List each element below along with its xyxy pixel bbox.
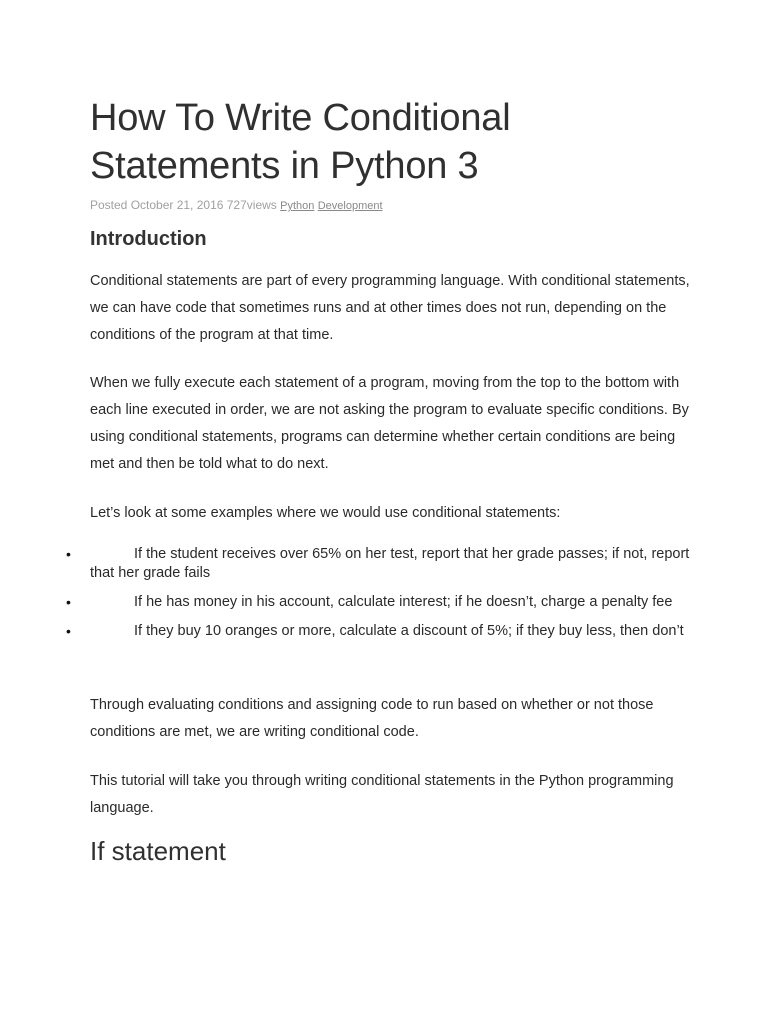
list-item [66, 593, 690, 612]
closing-paragraph-2: This tutorial will take you through writing conditional statements in the Python programming language. [90, 773, 674, 816]
if-statement-heading: If statement [90, 836, 226, 866]
post-date-views: Posted October 21, 2016 727views [90, 198, 277, 212]
introduction-heading: Introduction [90, 228, 207, 250]
list-item [66, 622, 690, 641]
bullet-icon: • [66, 546, 71, 562]
intro-paragraph-1: Conditional statements are part of every programming language. With conditional statements, we can have code that sometimes runs and at other times does not run, depending on the conditions of the program at that time. [90, 273, 690, 343]
page-title: How To Write Conditional Statements in Python 3 [90, 97, 511, 187]
list-item [66, 545, 690, 583]
list-item-text: If they buy 10 oranges or more, calculate a discount of 5%; if they buy less, then don’t [134, 623, 684, 639]
list-item-text: If the student receives over 65% on her test, report that her grade passes; if not, report that her grade fails [90, 546, 690, 581]
intro-paragraph-2: When we fully execute each statement of a program, moving from the top to the bottom with each line executed in order, we are not asking the program to evaluate specific conditions. By using conditional statements, programs can determine whether certain conditions are being met and then be told what to do next. [90, 375, 689, 472]
tag-link-development[interactable]: Development [317, 200, 383, 212]
bullet-icon: • [66, 594, 71, 610]
examples-list [66, 545, 690, 651]
bullet-icon: • [66, 623, 71, 639]
post-meta [90, 198, 383, 212]
tag-link-python[interactable]: Python [280, 200, 315, 212]
intro-paragraph-3: Let’s look at some examples where we would use conditional statements: [90, 505, 561, 521]
closing-paragraph-1: Through evaluating conditions and assigning code to run based on whether or not those conditions are met, we are writing conditional code. [90, 697, 654, 740]
list-item-text: If he has money in his account, calculate interest; if he doesn’t, charge a penalty fee [134, 594, 673, 610]
